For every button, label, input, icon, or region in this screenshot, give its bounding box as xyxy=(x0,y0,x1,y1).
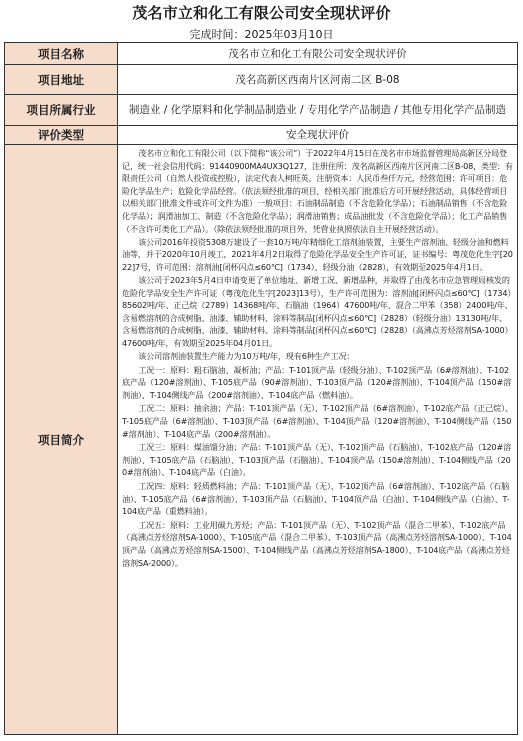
label-summary: 项目简介 xyxy=(5,145,118,735)
summary-condition-4: 工况四：原料：轻质燃料油；产品：T-101顶产品（无）、T-102顶产品（6#溶剂油）、T-102底产品（石脑油）、T-105底产品（6#溶剂油）、T-103顶产品（石脑油）、T-104顶产品（白油）、T-104侧线产品（白油）、T-104底产品（重燃料油）。 xyxy=(122,480,510,517)
info-table xyxy=(4,42,518,735)
summary-paragraph: 该公司溶剂油装置生产能力为10万吨/年，现有6种生产工况： xyxy=(138,351,355,361)
summary-condition-5: 工况五：原料：工业用碳九芳烃；产品：T-101顶产品（无）、T-102顶产品（混合二甲苯）、T-102底产品（高沸点芳烃溶剂SA-1000）、T-105底产品（混合二甲苯）、T-103顶产品（高沸点芳烃溶剂SA-1000）、T-104顶产品（高沸点芳烃溶剂SA-1500）、T-104侧线产品（高沸点芳烃溶剂SA-1800）、T-104底产品（高沸点芳烃溶剂SA-2000）。 xyxy=(122,519,512,568)
row-project-address xyxy=(5,65,518,95)
row-eval-type xyxy=(5,126,518,145)
completion-date: 完成时间：2025年03月10日 xyxy=(189,28,334,41)
summary-condition-2: 工况二：原料：抽余油；产品：T-101顶产品（无）、T-102顶产品（6#溶剂油）、T-102底产品（正己烷）、T-105底产品（6#溶剂油）、T-103顶产品（6#溶剂油）、T-104顶产品（120#溶剂油）、T-104侧线产品（150#溶剂油）、T-104底产品（200#溶剂油）。 xyxy=(122,403,513,439)
row-project-name xyxy=(5,43,518,65)
summary-paragraph: 该公司2016年投资5308万建设了一套10万吨/年精细化工溶剂油装置，主要生产溶剂油、轻级分油和燃料油等，并于2020年10月竣工，2021年4月2日取得了危险化学品安全生产许可证，证书编号：粤茂危化生字[2022]7号，许可范围：溶剂油[闭杯闪点≤60℃]（1734）、轻级分油（2828），有效期至2025年4月1日。 xyxy=(122,236,513,272)
summary-condition-3: 工况三：原料：煤油馏分油；产品：T-101顶产品（无）、T-102顶产品（石脑油）、T-102底产品（120#溶剂油）、T-105底产品（石脑油）、T-103顶产品（石脑油）、T-104顶产品（150#溶剂油）、T-104侧线产品（200#溶剂油）、T-104底产品（白油）。 xyxy=(122,442,512,478)
label-eval-type: 评价类型 xyxy=(5,126,118,145)
summary-paragraph: 该公司于2023年5月4日申请变更了单位地址、新增工况、新增品种，并取得了由茂名市应急管理局核发的危险化学品安全生产许可证（粤茂危化生字[2023]13号），生产许可范围为：溶剂油[闭杯闪点≤60℃]（1734）85602吨/年、正己烷（2789）14368吨/年、石脑油（1964）47600吨/年、混合二甲苯（358）2400吨/年、含易燃溶剂的合成树脂、油漆、辅助材料、涂料等制品[闭杯闪点≤60℃]（2828）（轻级分油）13130吨/年、含易燃溶剂的合成树脂、油漆、辅助材料、涂料等制品[闭杯闪点≤60℃]（2828）（高沸点芳烃溶剂SA-1000）47600吨/年，有效期至2025年04月01日。 xyxy=(122,274,513,348)
summary-condition-1: 工况一：原料：粗石脑油、凝析油；产品：T-101顶产品（轻级分油）、T-102顶产品（6#溶剂油）、T-102底产品（120#溶剂油）、T-105底产品（90#溶剂油）、T-103顶产品（120#溶剂油）、T-104顶产品（150#溶剂油）、T-104侧线产品（200#溶剂油）、T-104底产品（燃料油）。 xyxy=(122,364,512,400)
value-project-address: 茂名高新区西南片区河南二区 B-08 xyxy=(118,65,518,95)
label-industry: 项目所属行业 xyxy=(5,95,118,126)
value-project-name: 茂名市立和化工有限公司安全现状评价 xyxy=(118,43,518,65)
value-industry: 制造业 / 化学原料和化学制品制造业 / 专用化学产品制造 / 其他专用化学产品制造 xyxy=(118,95,518,126)
summary-paragraph: 茂名市立和化工有限公司（以下简称“该公司”）于2022年4月15日在茂名市市场监督管理局高新区分局登记，统一社会信用代码：91440900MA4UX3Q127，注册住所：茂名高新区西南片区河南二区B-08，类型：有限责任公司（自然人投资或控股），法定代表人柯旺英，注册资本：人民币叁仟万元，经营范围：许可项目：危险化学品生产；危险化学品经营。（依法须经批准的项目，经相关部门批准后方可开展经营活动，具体经营项目以相关部门批准文件或许可文件为准）一般项目：石油制品制造（不含危险化学品）；石油制品销售（不含危险化学品）；润滑油加工、制造（不含危险化学品）；润滑油销售；成品油批发（不含危险化学品）；化工产品销售（不含许可类化工产品）。（除依法须经批准的项目外，凭营业执照依法自主开展经营活动）。 xyxy=(122,148,513,234)
value-eval-type: 安全现状评价 xyxy=(118,126,518,145)
row-summary xyxy=(5,145,518,735)
row-industry xyxy=(5,95,518,126)
page-title: 茂名市立和化工有限公司安全现状评价 xyxy=(132,4,391,22)
label-project-name: 项目名称 xyxy=(5,43,118,65)
label-project-address: 项目地址 xyxy=(5,65,118,95)
summary-body xyxy=(118,145,518,735)
